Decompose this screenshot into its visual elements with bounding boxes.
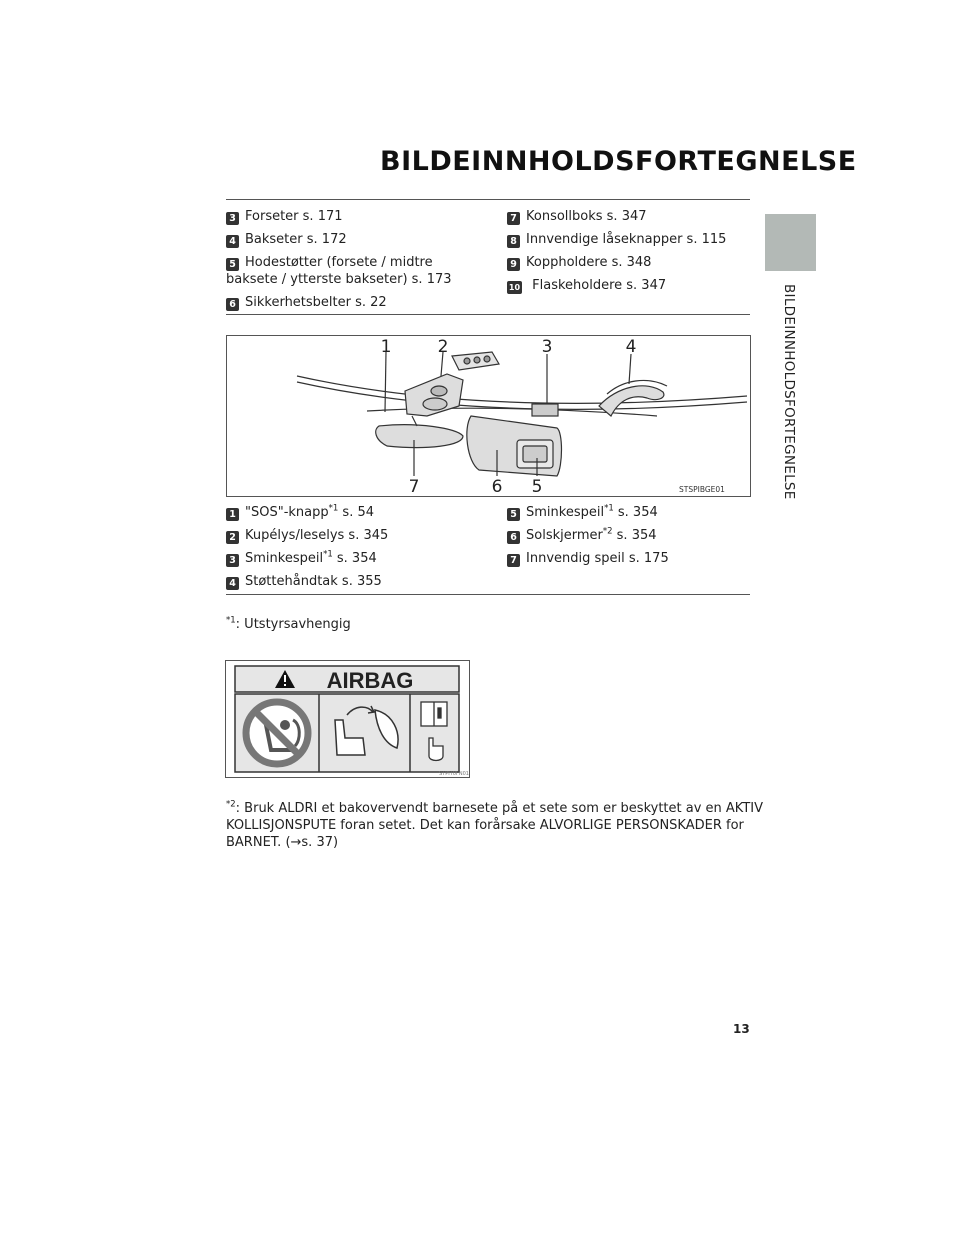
page-title: BILDEINNHOLDSFORTEGNELSE: [380, 146, 857, 177]
callout-3: 3: [541, 337, 553, 357]
list-item: 4 Bakseter s. 172: [226, 231, 347, 248]
footnote-1: $^{*1}$: Utstyrsavhengig: [226, 615, 351, 632]
list-item: 9 Koppholdere s. 348: [507, 254, 651, 271]
list-item: 1 "SOS"-knapp$^{*1}$ s. 54: [226, 504, 374, 521]
callout-6: 6: [491, 477, 503, 496]
footnote-2: $^{*2}$: Bruk ALDRI et bakovervendt barnesete på et sete som er beskyttet av en AKTIV KOLLISJONSPUTE foran setet. Det kan forårsake ALVORLIGE PERSONSKADER for BARNET. (→s. 37): [226, 799, 763, 850]
label-code: STPIT0FN01: [439, 771, 469, 777]
side-section-label: BILDEINNHOLDSFORTEGNELSE: [781, 284, 797, 500]
list-item: 2 Kupélys/leselys s. 345: [226, 527, 388, 544]
section-tab: [765, 214, 816, 271]
list-item: 6 Solskjermer$^{*2}$ s. 354: [507, 527, 657, 544]
figure-code: STSPIBGE01: [679, 485, 725, 494]
roof-interior-drawing: [227, 336, 750, 496]
list-item: 7 Konsollboks s. 347: [507, 208, 647, 225]
no-rear-facing-seat-icon: [246, 702, 308, 764]
divider: [226, 199, 750, 200]
list-item: 6 Sikkerhetsbelter s. 22: [226, 294, 387, 311]
callout-2: 2: [437, 337, 449, 357]
divider: [226, 594, 750, 595]
list-item: 3 Forseter s. 171: [226, 208, 343, 225]
callout-5: 5: [531, 477, 543, 496]
list-item: 7 Innvendig speil s. 175: [507, 550, 669, 567]
list-item: 3 Sminkespeil$^{*1}$ s. 354: [226, 550, 377, 567]
list-item: 5 Sminkespeil$^{*1}$ s. 354: [507, 504, 658, 521]
list-item: 10 Flaskeholdere s. 347: [508, 278, 667, 293]
divider: [226, 314, 750, 315]
interior-illustration: [226, 335, 751, 497]
airbag-warning-label: [225, 660, 470, 778]
callout-1: 1: [380, 337, 392, 357]
list-item: 8 Innvendige låseknapper s. 115: [507, 231, 726, 248]
callout-7: 7: [408, 477, 420, 496]
list-item: 5 Hodestøtter (forsete / midtre baksete / ytterste bakseter) s. 173: [226, 255, 452, 287]
callout-4: 4: [625, 337, 637, 357]
page-number: 13: [733, 1022, 750, 1036]
airbag-title: AIRBAG: [326, 668, 414, 693]
list-item: 4 Støttehåndtak s. 355: [226, 573, 382, 590]
